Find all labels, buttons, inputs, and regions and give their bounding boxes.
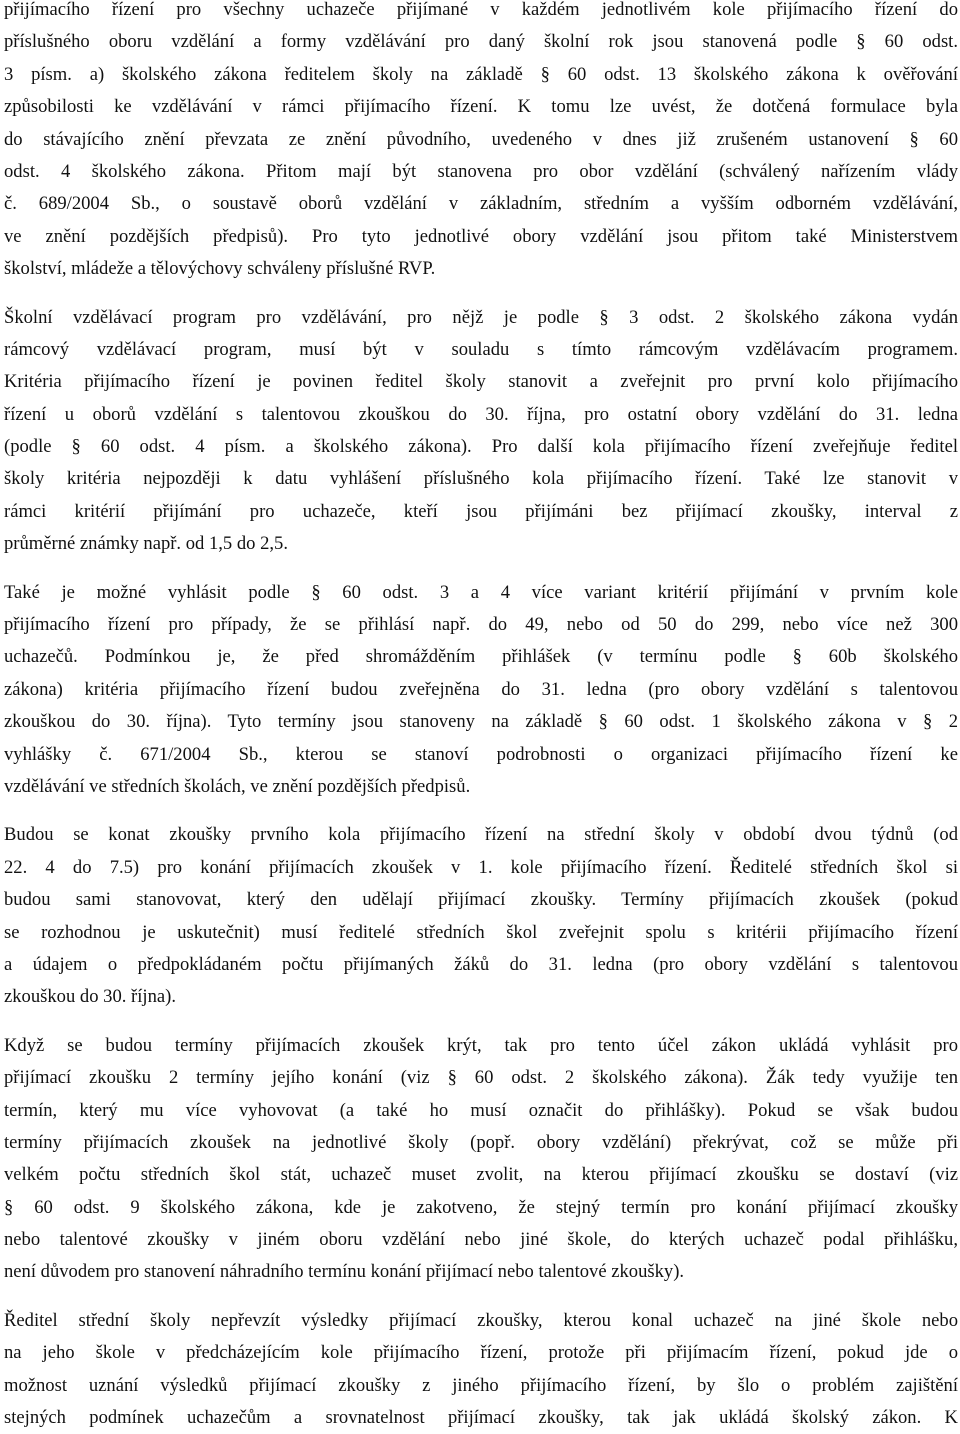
text-line: se rozhodnou je uskutečnit) musí ředitelé středních škol zveřejnit spolu s kritérii přijímacího řízení	[4, 921, 958, 943]
text-line: Také je možné vyhlásit podle § 60 odst. 3 a 4 více variant kritérií přijímání v prvním kole	[4, 581, 958, 603]
text-line: Ředitel střední školy nepřevzít výsledky přijímací zkoušky, kterou konal uchazeč na jiné škole nebo	[4, 1309, 958, 1331]
paragraph-exam-dates	[4, 819, 958, 1013]
text-line: přijímacího řízení pro případy, že se přihlásí např. do 49, nebo od 50 do 299, nebo více než 300	[4, 614, 958, 636]
text-line: není důvodem pro stanovení náhradního termínu konání přijímací nebo talentové zkoušky).	[4, 1261, 685, 1283]
text-line: přijímacího řízení pro všechny uchazeče přijímané v každém jednotlivém kole přijímacího řízení do	[4, 0, 958, 20]
text-line: velkém počtu středních škol stát, uchazeč muset zvolit, na kterou přijímací zkoušku se dostaví (viz	[4, 1164, 958, 1186]
text-line: § 60 odst. 9 školského zákona, kde je zakotveno, že stejný termín pro konání přijímací zkoušky	[4, 1196, 958, 1218]
text-line: Kritéria přijímacího řízení je povinen ředitel školy stanovit a zveřejnit pro první kolo přijímacího	[4, 371, 958, 393]
text-line: na jeho škole v předcházejícím kole přijímacího řízení, protože při přijímacím řízení, pokud jde o	[4, 1342, 958, 1364]
text-line: školství, mládeže a tělovýchovy schváleny příslušné RVP.	[4, 258, 436, 280]
text-line: a údajem o předpokládaném počtu přijímaných žáků do 31. ledna (pro obory vzdělání s talentovou	[4, 953, 958, 975]
text-line: 3 písm. a) školského zákona ředitelem školy na základě § 60 odst. 13 školského zákona k ověřování	[4, 63, 958, 85]
text-line: do stávajícího znění převzata ze znění původního, uvedeného v dnes již zrušeném ustanovení § 60	[4, 128, 958, 150]
paragraph-overlapping-dates	[4, 1030, 958, 1289]
text-line: řízení u oborů vzdělání s talentovou zkouškou do 30. října, pro ostatní obory vzdělání do 31. ledna	[4, 403, 958, 425]
text-line: (podle § 60 odst. 4 písm. a školského zákona). Pro další kola přijímacího řízení zveřejňuje ředitel	[4, 436, 958, 458]
text-line: Když se budou termíny přijímacích zkoušek krýt, tak pro tento účel zákon ukládá vyhlásit pro	[4, 1034, 958, 1056]
paragraph-school-program	[4, 302, 958, 561]
text-line: uchazečů. Podmínkou je, že před shromážděním přihlášek (v termínu podle § 60b školského	[4, 646, 958, 668]
text-line: č. 689/2004 Sb., o soustavě oborů vzdělání v základním, středním a vyšším odborném vzdělávání,	[4, 193, 958, 215]
text-line: zákona) kritéria přijímacího řízení budou zveřejněna do 31. ledna (pro obory vzdělání s talentovou	[4, 678, 958, 700]
text-line: zkouškou do 30. října). Tyto termíny jsou stanoveny na základě § 60 odst. 1 školského zákona v § 2	[4, 711, 958, 733]
text-line: způsobilosti ke vzdělávání v rámci přijímacího řízení. K tomu lze uvést, že dotčená formulace byla	[4, 96, 958, 118]
text-line: termíny přijímacích zkoušek na jednotlivé školy (popř. obory vzdělání) překrývat, což se může při	[4, 1131, 958, 1153]
text-line: školy kritéria nejpozději k datu vyhlášení příslušného kola přijímacího řízení. Také lze stanovit v	[4, 468, 958, 490]
text-line: stejných podmínek uchazečům a srovnatelnost přijímací zkoušky, tak jak ukládá školský zákon. K	[4, 1407, 958, 1429]
text-line: nebo talentové zkoušky v jiném oboru vzdělání nebo jiné škole, do kterých uchazeč podal přihlášku,	[4, 1229, 958, 1251]
text-line: Budou se konat zkoušky prvního kola přijímacího řízení na střední školy v období dvou týdnů (od	[4, 824, 958, 846]
paragraph-criteria-variants	[4, 577, 958, 804]
text-line: možnost uznání výsledků přijímací zkoušky z jiného přijímacího řízení, by šlo o problém zajištění	[4, 1374, 958, 1396]
paragraph-exam-results	[4, 1305, 958, 1434]
paragraph-admission-criteria	[4, 0, 958, 286]
text-line: 22. 4 do 7.5) pro konání přijímacích zkoušek v 1. kole přijímacího řízení. Ředitelé středních škol si	[4, 856, 958, 878]
text-line: termín, který mu více vyhovovat (a také ho musí označit do přihlášky). Pokud se však budou	[4, 1099, 958, 1121]
text-line: vyhlášky č. 671/2004 Sb., kterou se stanoví podrobnosti o organizaci přijímacího řízení ke	[4, 743, 958, 765]
text-line: budou sami stanovovat, který den udělají přijímací zkoušky. Termíny přijímacích zkoušek (pokud	[4, 889, 958, 911]
text-line: příslušného oboru vzdělání a formy vzdělávání pro daný školní rok jsou stanovená podle § 60 odst.	[4, 31, 958, 53]
text-line: Školní vzdělávací program pro vzdělávání, pro nějž je podle § 3 odst. 2 školského zákona vydán	[4, 306, 958, 328]
text-line: ve znění pozdějších předpisů). Pro tyto jednotlivé obory vzdělání jsou přitom také Ministerstvem	[4, 225, 958, 247]
text-line: rámcový vzdělávací program, musí být v souladu s tímto rámcovým vzdělávacím programem.	[4, 338, 958, 360]
text-line: rámci kritérií přijímání pro uchazeče, kteří jsou přijímáni bez přijímací zkoušky, interval z	[4, 500, 958, 522]
text-line: vzdělávání ve středních školách, ve znění pozdějších předpisů.	[4, 775, 471, 797]
text-line: odst. 4 školského zákona. Přitom mají být stanovena pro obor vzdělání (schválený nařízením vlády	[4, 160, 958, 182]
text-line: zkouškou do 30. října).	[4, 986, 176, 1008]
text-line: přijímací zkoušku 2 termíny jejího konání (viz § 60 odst. 2 školského zákona). Žák tedy využije ten	[4, 1067, 958, 1089]
text-line: průměrné známky např. od 1,5 do 2,5.	[4, 533, 288, 555]
